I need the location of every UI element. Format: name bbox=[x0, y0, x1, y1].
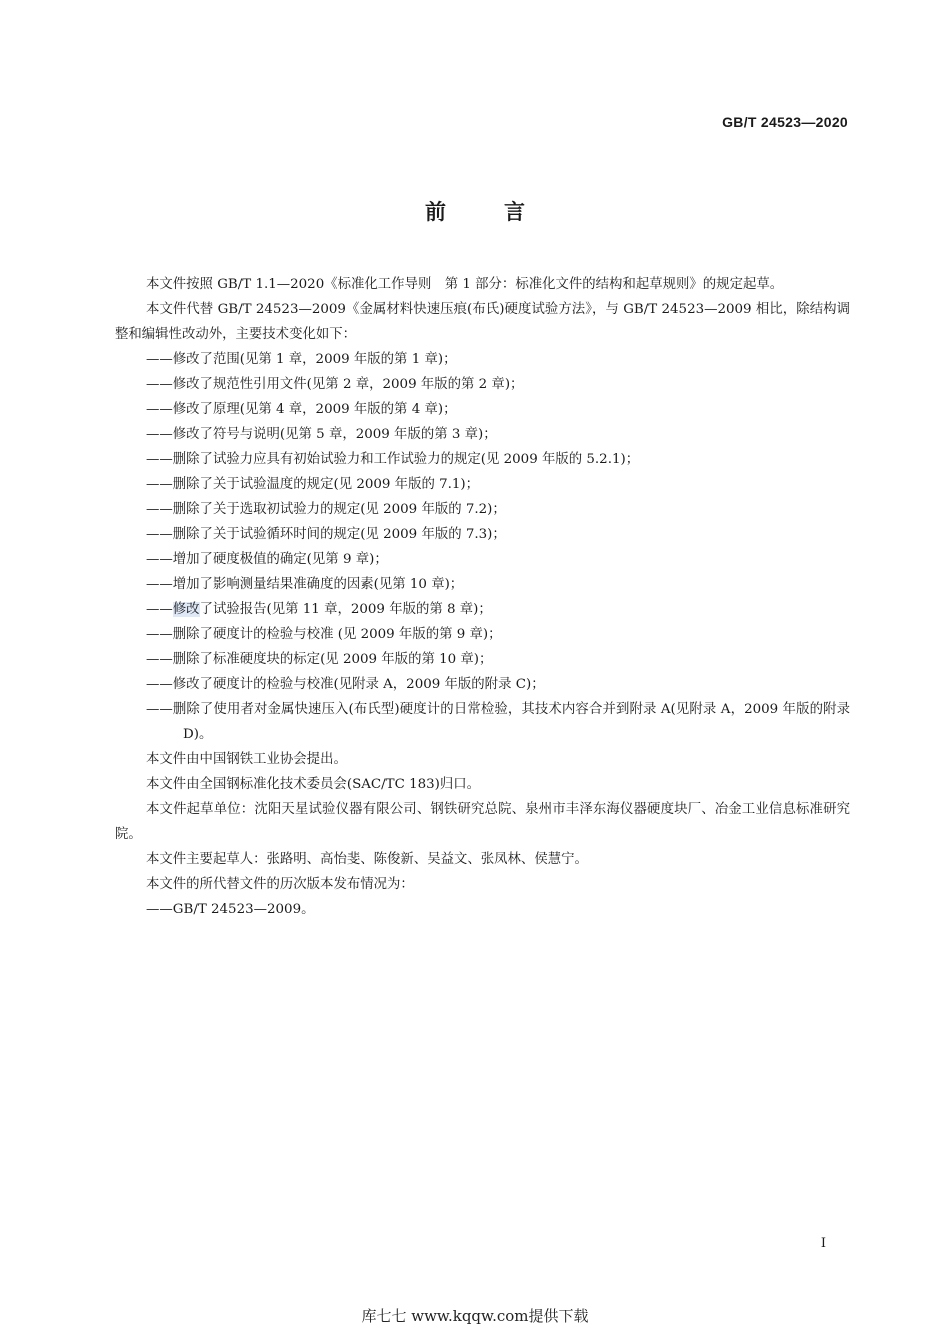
paragraph-drafting-rules: 本文件按照 GB/T 1.1—2020《标准化工作导则 第 1 部分：标准化文件的结构和起草规则》的规定起草。 bbox=[146, 277, 784, 292]
change-item: ——修改了原理(见第 4 章，2009 年版的第 4 章)； bbox=[146, 402, 457, 417]
change-item: ——修改了规范性引用文件(见第 2 章，2009 年版的第 2 章)； bbox=[146, 377, 524, 392]
paragraph-proposer: 本文件由中国钢铁工业协会提出。 bbox=[146, 752, 347, 767]
change-item: ——删除了标准硬度块的标定(见 2009 年版的第 10 章)； bbox=[146, 652, 493, 667]
download-watermark: 库七七 www.kqqw.com提供下载 bbox=[361, 1307, 589, 1325]
paragraph-history-item: ——GB/T 24523—2009。 bbox=[146, 902, 315, 917]
paragraph-administrator: 本文件由全国钢标准化技术委员会(SAC/TC 183)归口。 bbox=[146, 777, 481, 792]
change-item: ——修改了符号与说明(见第 5 章，2009 年版的第 3 章)； bbox=[146, 427, 497, 442]
change-item: ——增加了硬度极值的确定(见第 9 章)； bbox=[146, 552, 388, 567]
change-item-text: 了试验报告(见第 11 章，2009 年版的第 8 章)； bbox=[199, 602, 492, 617]
change-item: ——删除了硬度计的检验与校准 (见 2009 年版的第 9 章)； bbox=[146, 627, 502, 642]
paragraph-replacement: 本文件代替 GB/T 24523—2009《金属材料快速压痕(布氏)硬度试验方法》，与 GB/T 24523—2009 相比，除结构调整和编辑性改动外，主要技术变化如下： bbox=[115, 302, 850, 342]
change-item bbox=[146, 597, 850, 622]
change-item: ——删除了关于试验温度的规定(见 2009 年版的 7.1)； bbox=[146, 477, 480, 492]
change-item: ——删除了关于试验循环时间的规定(见 2009 年版的 7.3)； bbox=[146, 527, 506, 542]
preface-body bbox=[115, 272, 850, 922]
paragraph-history-intro: 本文件的所代替文件的历次版本发布情况为： bbox=[146, 877, 414, 892]
text-selection-highlight: 修改 bbox=[172, 602, 200, 617]
change-item: ——修改了范围(见第 1 章，2009 年版的第 1 章)； bbox=[146, 352, 457, 367]
paragraph-drafters: 本文件主要起草人：张路明、高怡斐、陈俊新、吴益文、张凤林、侯慧宁。 bbox=[146, 852, 588, 867]
change-item: ——修改了硬度计的检验与校准(见附录 A，2009 年版的附录 C)； bbox=[146, 677, 545, 692]
page-title: 前言 bbox=[425, 200, 583, 224]
standard-number: GB/T 24523—2020 bbox=[722, 114, 848, 130]
change-item: ——删除了试验力应具有初始试验力和工作试验力的规定(见 2009 年版的 5.2.1)； bbox=[146, 452, 640, 467]
page-number: I bbox=[820, 1236, 826, 1251]
change-item: ——增加了影响测量结果准确度的因素(见第 10 章)； bbox=[146, 577, 464, 592]
paragraph-drafting-units: 本文件起草单位：沈阳天星试验仪器有限公司、钢铁研究总院、泉州市丰泽东海仪器硬度块厂、冶金工业信息标准研究院。 bbox=[115, 802, 850, 842]
change-item-dash: —— bbox=[146, 602, 173, 617]
change-item: ——删除了使用者对金属快速压入(布氏型)硬度计的日常检验，其技术内容合并到附录 A(见附录 A，2009 年版的附录 D)。 bbox=[146, 702, 850, 742]
change-item: ——删除了关于选取初试验力的规定(见 2009 年版的 7.2)； bbox=[146, 502, 506, 517]
